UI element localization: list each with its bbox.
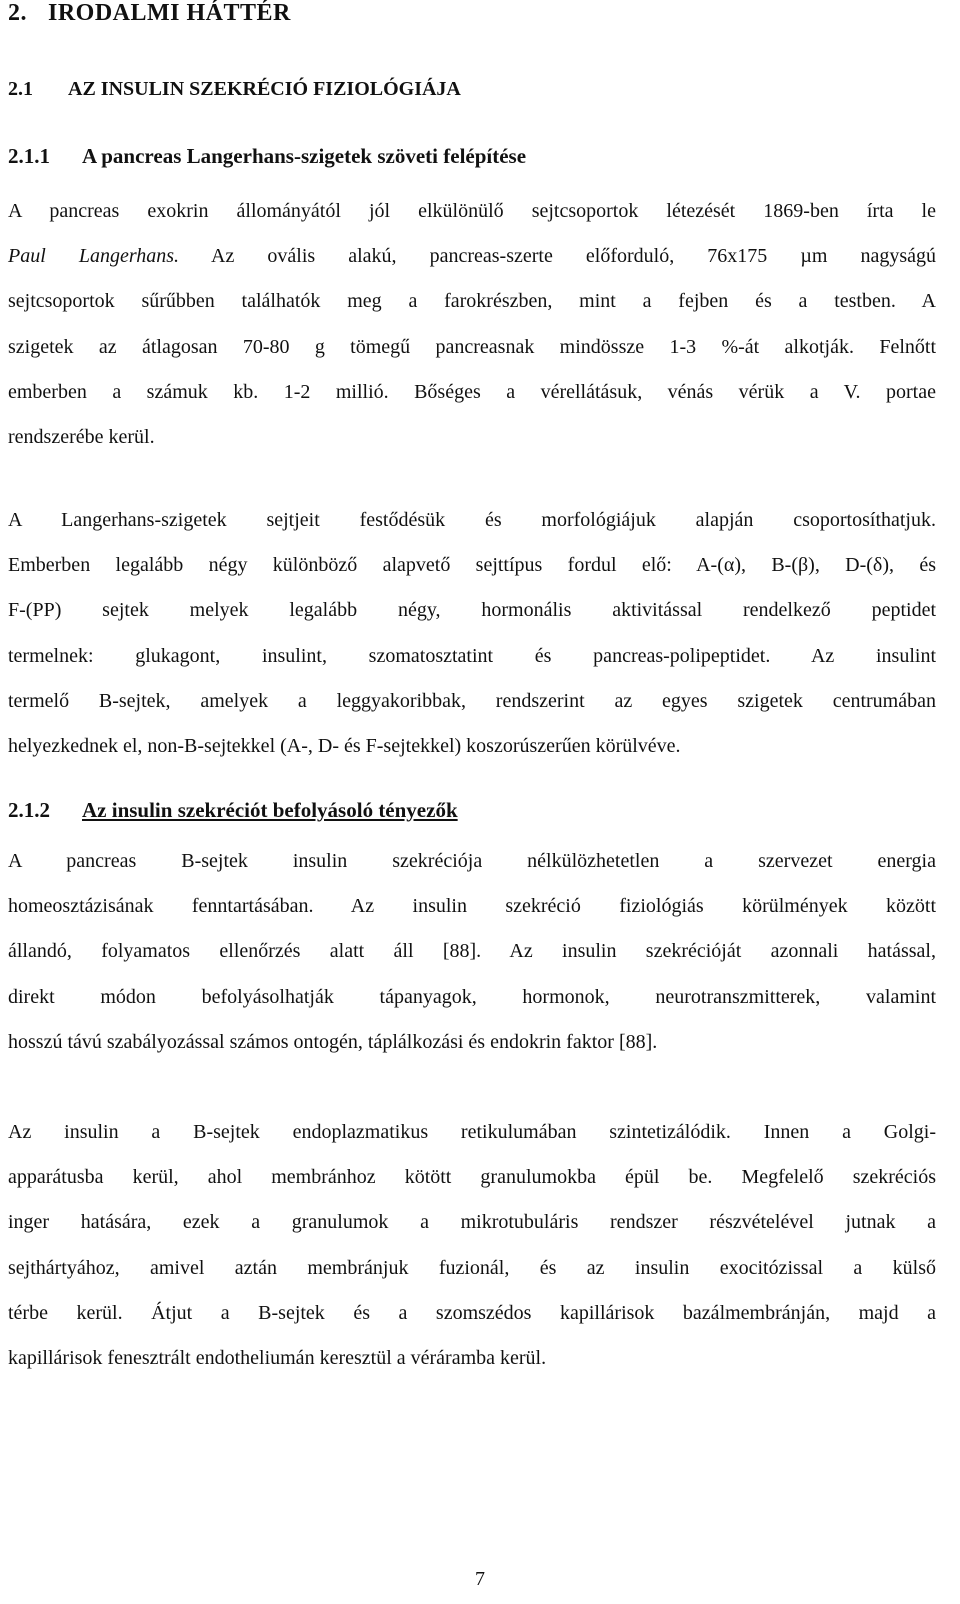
paragraph-line: A Langerhans-szigetek sejtjeit festődésük és morfológiájuk alapján csoportosíthatjuk.: [8, 509, 936, 531]
italic-name: Paul Langerhans.: [8, 245, 180, 268]
paragraph-line: F-(PP) sejtek melyek legalább négy, hormonális aktivitással rendelkező peptidet: [8, 599, 936, 622]
paragraph-insulin-synthesis: [8, 1110, 936, 1381]
paragraph-line: térbe kerül. Átjut a B-sejtek és a szomszédos kapillárisok bazálmembránján, majd a: [8, 1301, 936, 1324]
paragraph-line: apparátusba kerül, ahol membránhoz kötött granulumokba épül be. Megfelelő szekréciós: [8, 1166, 936, 1189]
chapter-heading: [8, 0, 291, 27]
paragraph-line: Emberben legalább négy különböző alapvető sejttípus fordul elő: A-(α), B-(β), D-(δ), és: [8, 554, 936, 577]
subsection-title: A pancreas Langerhans-szigetek szöveti felépítése: [82, 144, 527, 168]
subsection-number: 2.1.1: [8, 144, 50, 168]
section-heading: [8, 78, 461, 101]
paragraph-line: termelnek: glukagont, insulint, szomatosztatint és pancreas-polipeptidet. Az insulint: [8, 644, 936, 667]
paragraph-line: Az insulin a B-sejtek endoplazmatikus retikulumában szintetizálódik. Innen a Golgi-: [8, 1121, 936, 1143]
chapter-title: IRODALMI HÁTTÉR: [48, 0, 291, 26]
paragraph-line: A pancreas exokrin állományától jól elkülönülő sejtcsoportok létezését 1869-ben írta le: [8, 200, 936, 222]
subsection-number: 2.1.2: [8, 798, 50, 822]
paragraph-line: emberben a számuk kb. 1-2 millió. Bőséges a vérellátásuk, vénás vérük a V. portae: [8, 380, 936, 403]
subsection-title: Az insulin szekréciót befolyásoló tényezők: [82, 798, 458, 822]
paragraph-line: direkt módon befolyásolhatják tápanyagok, hormonok, neurotranszmitterek, valamint: [8, 985, 936, 1008]
paragraph-line: sejtcsoportok sűrűbben találhatók meg a farokrészben, mint a fejben és a testben. A: [8, 290, 936, 313]
page-number: 7: [475, 1568, 485, 1590]
paragraph-line: A pancreas B-sejtek insulin szekréciója nélkülözhetetlen a szervezet energia: [8, 850, 936, 872]
subsection-heading-2: [8, 798, 458, 823]
paragraph-langerhans-intro: [8, 189, 936, 460]
paragraph-line: [8, 234, 936, 279]
paragraph-line: szigetek az átlagosan 70-80 g tömegű pancreasnak mindössze 1-3 %-át alkotják. Felnőtt: [8, 335, 936, 358]
section-number: 2.1: [8, 78, 33, 100]
paragraph-line: homeosztázisának fenntartásában. Az insulin szekréció fiziológiás körülmények között: [8, 895, 936, 918]
paragraph-line: rendszerébe kerül.: [8, 425, 155, 448]
paragraph-line: kapillárisok fenesztrált endotheliumán keresztül a véráramba kerül.: [8, 1346, 547, 1369]
paragraph-line: termelő B-sejtek, amelyek a leggyakoribbak, rendszerint az egyes szigetek centrumában: [8, 689, 936, 712]
paragraph-line: állandó, folyamatos ellenőrzés alatt áll [88]. Az insulin szekrécióját azonnali hatással,: [8, 940, 936, 963]
section-title: AZ INSULIN SZEKRÉCIÓ FIZIOLÓGIÁJA: [68, 78, 461, 100]
chapter-number: 2.: [8, 0, 27, 26]
paragraph-cell-types: [8, 498, 936, 769]
paragraph-secretion-regulation: [8, 839, 936, 1065]
paragraph-line: helyezkednek el, non-B-sejtekkel (A-, D- és F-sejtekkel) koszorúszerűen körülvéve.: [8, 734, 681, 757]
subsection-heading-1: [8, 144, 526, 169]
paragraph-line: hosszú távú szabályozással számos ontogén, táplálkozási és endokrin faktor [88].: [8, 1030, 658, 1053]
paragraph-line: sejthártyához, amivel aztán membránjuk fuzionál, és az insulin exocitózissal a külső: [8, 1256, 936, 1279]
paragraph-line: inger hatására, ezek a granulumok a mikrotubuláris rendszer részvételével jutnak a: [8, 1211, 936, 1234]
line-rest: Az ovális alakú, pancreas-szerte előforduló, 76x175 µm nagyságú: [179, 245, 936, 268]
